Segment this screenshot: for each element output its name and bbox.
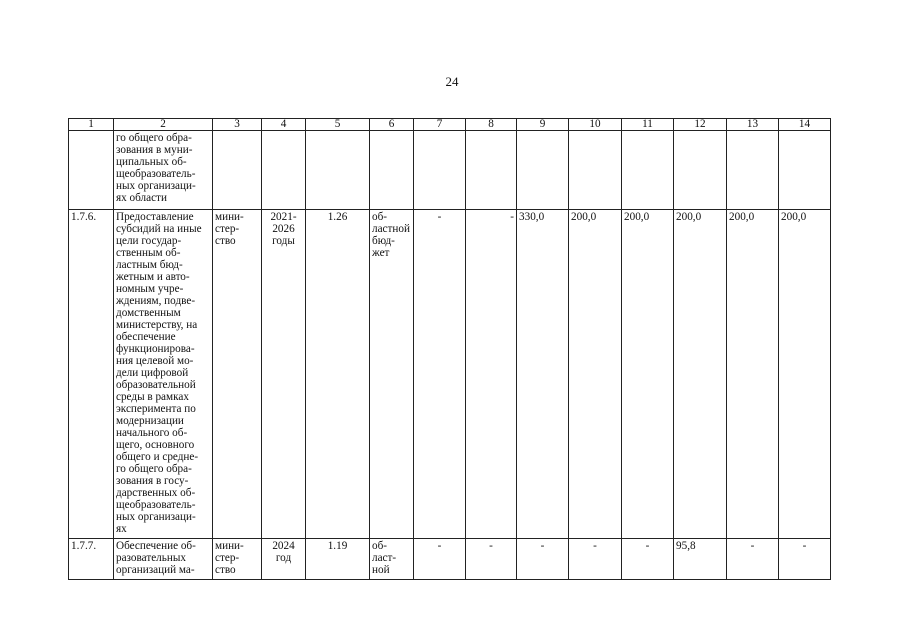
value-cell: - — [466, 539, 517, 580]
column-header: 3 — [213, 119, 262, 131]
source-cell — [370, 131, 414, 210]
value-cell: 200,0 — [727, 210, 779, 539]
value-cell: 200,0 — [674, 210, 727, 539]
source-cell: об- ластной бюд- жет — [370, 210, 414, 539]
measure-name: го общего обра- зования в муни- ципальных об- щеобразователь- ных организаци- ях области — [114, 131, 213, 210]
column-header: 11 — [622, 119, 674, 131]
value-cell: 200,0 — [569, 210, 622, 539]
column-header: 8 — [466, 119, 517, 131]
row-number — [69, 131, 114, 210]
value-cell: - — [727, 539, 779, 580]
value-cell: 330,0 — [517, 210, 569, 539]
measure-name: Предоставление субсидий на иные цели государ- ственным об- ластным бюд- жетным и авто- номным учре- ждениям, подве- домственным министерству, на обеспечение функционирова- ния целевой мо- дели цифровой образовательной среды в рамках эксперимента по модернизации начального об- щего, основного общего и средне- го общего обра- зования в госу- дарственных об- щеобразователь- ных организаци- ях — [114, 210, 213, 539]
header-row — [69, 119, 831, 131]
table-row — [69, 539, 831, 580]
value-cell: 95,8 — [674, 539, 727, 580]
value-cell — [674, 131, 727, 210]
period-cell: 2021- 2026 годы — [262, 210, 306, 539]
indicator-cell — [306, 131, 370, 210]
value-cell: - — [779, 539, 831, 580]
column-header: 4 — [262, 119, 306, 131]
column-header: 2 — [114, 119, 213, 131]
indicator-cell: 1.26 — [306, 210, 370, 539]
page-number: 24 — [445, 74, 459, 89]
row-number: 1.7.6. — [69, 210, 114, 539]
value-cell — [622, 131, 674, 210]
column-header: 13 — [727, 119, 779, 131]
value-cell: - — [622, 539, 674, 580]
row-number: 1.7.7. — [69, 539, 114, 580]
column-header: 10 — [569, 119, 622, 131]
column-header: 1 — [69, 119, 114, 131]
column-header: 14 — [779, 119, 831, 131]
value-cell — [414, 131, 466, 210]
column-header: 12 — [674, 119, 727, 131]
value-cell: - — [414, 539, 466, 580]
measure-name: Обеспечение об- разовательных организаций ма- — [114, 539, 213, 580]
budget-table — [68, 118, 831, 580]
value-cell — [727, 131, 779, 210]
value-cell — [517, 131, 569, 210]
indicator-cell: 1.19 — [306, 539, 370, 580]
column-header: 9 — [517, 119, 569, 131]
value-cell: - — [569, 539, 622, 580]
value-cell — [779, 131, 831, 210]
table-row — [69, 210, 831, 539]
value-cell: 200,0 — [622, 210, 674, 539]
column-header: 5 — [306, 119, 370, 131]
value-cell: 200,0 — [779, 210, 831, 539]
executor-cell: мини- стер- ство — [213, 539, 262, 580]
value-cell: - — [517, 539, 569, 580]
value-cell — [466, 131, 517, 210]
source-cell: об- ласт- ной — [370, 539, 414, 580]
column-header: 6 — [370, 119, 414, 131]
period-cell — [262, 131, 306, 210]
value-cell: - — [414, 210, 466, 539]
value-cell — [569, 131, 622, 210]
value-cell: - — [466, 210, 517, 539]
period-cell: 2024 год — [262, 539, 306, 580]
executor-cell: мини- стер- ство — [213, 210, 262, 539]
column-header: 7 — [414, 119, 466, 131]
table-row — [69, 131, 831, 210]
executor-cell — [213, 131, 262, 210]
